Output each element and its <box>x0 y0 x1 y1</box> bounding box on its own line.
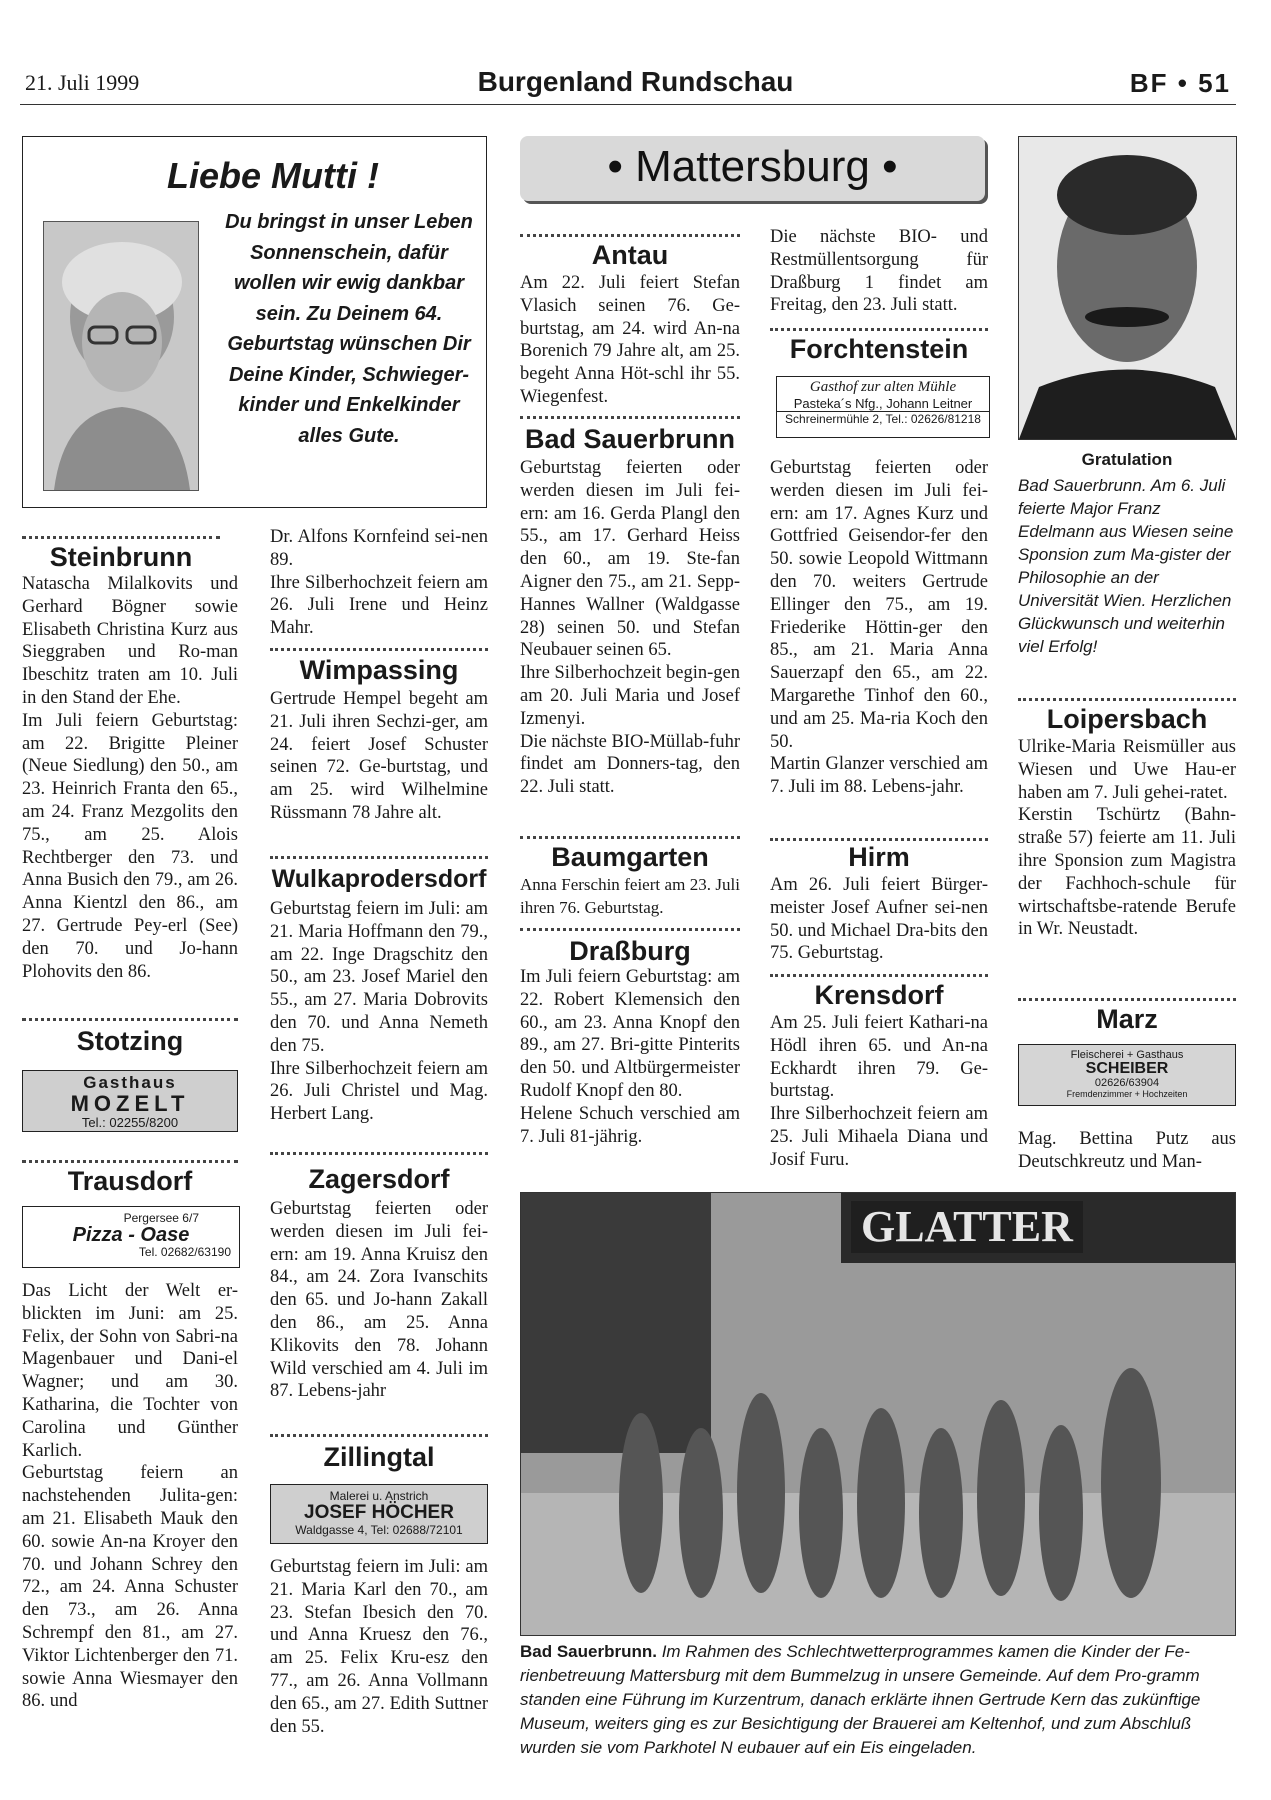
paragraph: Geburtstag feierten oder werden diesen im Juli fei-ern: am 16. Gerda Plangl den 55., am 17. Gerhard Heiss den 60., am 19. Ste-fan Aigner den 75., am 21. Sepp-Hannes Wallner (Waldgasse 28) seinen 50. und Stefan Neubauer seinen 65. <box>520 458 740 661</box>
article-loipersbach <box>1018 736 1236 941</box>
divider <box>22 1018 238 1021</box>
heading-loipersbach: Loipersbach <box>1046 704 1208 734</box>
article-gratulation: Bad Sauerbrunn. Am 6. Juli feierte Major Franz Edelmann aus Wiesen seine Sponsion zum Ma-gister der Philosophie an der Universität Wien. Herzlichen Glückwunsch und weiterhin viel Erfolg! <box>1018 476 1234 656</box>
paragraph: Das Licht der Welt er-blickten im Juni: am 25. Felix, der Sohn von Sabri-na Magenbauer und Dani-el Wagner; und am 30. Katharina, die Tochter von Carolina und Günther Karlich. <box>22 1281 238 1461</box>
greeting-text: Du bringst in unser Leben Sonnenschein, dafür wollen wir ewig dankbar sein. Zu Deinem 64. Geburtstag wünschen Dir Deine Kinder, Schwieger-kinder und Enkelkinder alles Gute. <box>225 211 473 447</box>
paragraph: Kerstin Tschürtz (Bahn-straße 57) feierte am 11. Juli ihre Sponsion zum Magistra der Fachhoch-schule für wirtschaftsbe-ratende Berufe in Wr. Neustadt. <box>1018 805 1236 940</box>
ad-line: Fleischerei + Gasthaus <box>1070 1049 1184 1061</box>
paragraph: Die nächste BIO- und Restmüllentsorgung für Draßburg 1 findet am Freitag, den 23. Juli statt. <box>770 227 988 316</box>
article-forchtenstein <box>770 457 988 799</box>
divider <box>770 328 988 331</box>
paragraph: Geburtstag feiern im Juli: am 21. Maria Karl den 70., am 23. Stefan Ibesich den 70. und Anna Kruesz den 76., am 25. Felix Kru-esz den 77., am 26. Anna Vollmann den 65., am 27. Edith Suttner den 55. <box>270 1557 488 1737</box>
divider <box>270 856 488 859</box>
paragraph: Im Juli feiern Geburtstag: am 22. Robert Klemensich den 60., am 23. Anna Knopf den 89., am 27. Bri-gitte Pinterits den 50. und Altbürgermeister Rudolf Knopf den 80. <box>520 967 740 1101</box>
paragraph: Am 22. Juli feiert Stefan Vlasich seinen 76. Ge-burtstag, am 24. wird An-na Borenich 79 Jahre alt, am 25. begeht Anna Höt-schl ihr 55. Wiegenfest. <box>520 273 740 407</box>
shop-sign: GLATTER <box>851 1201 1083 1253</box>
heading-stotzing: Stotzing <box>76 1026 184 1056</box>
ad-line: Gasthaus <box>83 1073 177 1092</box>
paragraph: Natascha Milalkovits und Gerhard Bögner sowie Elisabeth Christina Kurz aus Sieggraben und Ro-man Ibeschitz traten am 10. Juli in den Stand der Ehe. <box>22 574 238 708</box>
paragraph: Ihre Silberhochzeit feiern am 25. Juli Mihaela Diana und Josif Furu. <box>770 1104 988 1170</box>
paragraph: Martin Glanzer verschied am 7. Juli im 88. Lebens-jahr. <box>770 754 988 798</box>
divider <box>1018 698 1236 701</box>
ad-line: Tel. 02682/63190 <box>138 1245 231 1259</box>
ad-line: Fremdenzimmer + Hochzeiten <box>1066 1089 1188 1099</box>
ad-line: Tel.: 02255/8200 <box>81 1115 179 1130</box>
paragraph: Ihre Silberhochzeit feiern am 26. Juli Christel und Mag. Herbert Lang. <box>270 1058 488 1125</box>
heading-bad-sauerbrunn: Bad Sauerbrunn <box>524 424 736 454</box>
ad-fleischerei-scheiber <box>1018 1044 1236 1106</box>
graduate-photo <box>1018 136 1237 440</box>
photo-caption <box>520 1640 1236 1760</box>
article-trausdorf <box>22 1280 238 1713</box>
divider <box>520 928 740 931</box>
paragraph: Mag. Bettina Putz aus Deutschkreutz und Man- <box>1018 1129 1236 1172</box>
paragraph: Die nächste BIO-Müllab-fuhr findet am Donners-tag, den 22. Juli statt. <box>520 731 740 798</box>
divider <box>520 836 740 839</box>
caption-lead: Bad Sauerbrunn. <box>520 1642 657 1661</box>
paragraph: Dr. Alfons Kornfeind sei-nen 89. <box>270 527 488 570</box>
divider <box>22 1160 238 1163</box>
divider <box>520 234 740 237</box>
article-drassburg <box>520 966 740 1148</box>
newspaper-title: Burgenland Rundschau <box>477 66 794 97</box>
ad-gasthaus-mozelt <box>22 1070 238 1132</box>
greeting-title: Liebe Mutti ! <box>167 155 379 196</box>
ad-line: Pasteka´s Nfg., Johann Leitner <box>793 396 973 411</box>
paragraph: Am 26. Juli feiert Bürger-meister Josef Aufner sei-nen 50. und Michael Dra-bits den 75. Geburtstag. <box>770 875 988 964</box>
heading-hirm: Hirm <box>848 842 910 872</box>
ad-line: 02626/63904 <box>1094 1077 1160 1089</box>
paragraph: Helene Schuch verschied am 7. Juli 81-jährig. <box>520 1103 740 1147</box>
heading-wimpassing: Wimpassing <box>299 655 459 685</box>
paragraph: Anna Ferschin feiert am 23. Juli ihren 76. Geburtstag. <box>520 875 740 917</box>
paragraph: Ulrike-Maria Reismüller aus Wiesen und Uwe Hau-er haben am 7. Juli gehei-ratet. <box>1018 737 1236 803</box>
paragraph: Gertrude Hempel begeht am 21. Juli ihren Sechzi-ger, am 24. feiert Josef Schuster seinen 72. Ge-burtstag, und am 25. wird Wilhelmine Rüssmann 78 Jahre alt. <box>270 689 488 823</box>
divider <box>270 1152 488 1155</box>
article-wulkaprodersdorf <box>270 898 488 1126</box>
divider <box>770 974 988 977</box>
ad-line: Waldgasse 4, Tel: 02688/72101 <box>295 1523 463 1537</box>
ad-line: SCHEIBER <box>1085 1060 1169 1077</box>
issue-date: 21. Juli 1999 <box>25 70 140 95</box>
divider <box>22 536 220 539</box>
heading-drassburg: Draßburg <box>569 936 691 966</box>
heading-wulkaprodersdorf: Wulkaprodersdorf <box>271 865 487 893</box>
paragraph: Im Juli feiern Geburtstag: am 22. Brigitte Pleiner (Neue Siedlung) den 50., am 23. Heinrich Franta den 65., am 24. Franz Mezgolits den 75., am 25. Alois Rechtberger den 73. und Anna Busich den 79., am 26. Anna Kientzl den 86., am 27. Gertrude Pey-erl (See) den 70. und Jo-hann Plohovits den 86. <box>22 710 238 982</box>
ad-pizza-oase <box>22 1206 240 1268</box>
ad-line: Pizza - Oase <box>72 1224 190 1246</box>
article-steinbrunn <box>22 573 238 983</box>
group-photo-children <box>520 1192 1236 1636</box>
ad-line: Schreinermühle 2, Tel.: 02626/81218 <box>777 411 989 426</box>
header-rule <box>20 104 1236 105</box>
paragraph: Geburtstag feiern im Juli: am 21. Maria Hoffmann den 79., am 22. Inge Dragschitz den 50., am 23. Josef Mariel den 55., am 27. Maria Dobrovits den 70. und Anna Nemeth den 75. <box>270 899 488 1056</box>
article-zagersdorf <box>270 1198 488 1403</box>
section-banner: • Mattersburg • <box>520 136 985 201</box>
article-hirm <box>770 874 988 965</box>
paragraph: Ihre Silberhochzeit feiern am 26. Juli Irene und Heinz Mahr. <box>270 572 488 639</box>
ad-line: Malerei u. Anstrich <box>329 1489 429 1503</box>
heading-gratulation: Gratulation <box>1081 450 1173 469</box>
paragraph: Geburtstag feierten oder werden diesen im Juli fei-ern: am 19. Anna Kruisz den 84., am 24. Zora Ivanschits den 65. und Jo-hann Zakall den 86., am 25. Anna Klikovits den 78. Johann Wild verschied am 4. Juli im 87. Lebens-jahr <box>270 1199 488 1402</box>
ad-line: Pergersee 6/7 <box>123 1211 199 1225</box>
ad-gasthof-alte-muehle <box>776 376 990 438</box>
ad-josef-hoecher <box>270 1484 488 1544</box>
ad-line: Gasthof zur alten Mühle <box>809 379 957 395</box>
heading-krensdorf: Krensdorf <box>814 980 944 1010</box>
greeting-ad-box <box>22 136 487 508</box>
article-col4-top <box>770 226 988 317</box>
article-wimpassing <box>270 688 488 825</box>
heading-zagersdorf: Zagersdorf <box>308 1164 450 1194</box>
article-krensdorf <box>770 1012 988 1172</box>
heading-antau: Antau <box>591 240 669 270</box>
ad-line: JOSEF HÖCHER <box>304 1502 454 1523</box>
article-antau <box>520 272 740 409</box>
ad-line: MOZELT <box>70 1091 190 1116</box>
paragraph: Geburtstag feierten oder werden diesen im Juli fei-ern: am 17. Agnes Kurz und Gottfried Geisendor-fer den 50. sowie Leopold Wittmann den 70. weiters Gertrude Ellinger den 75., am 19. Friederike Höttin-ger den 85., am 21. Maria Anna Sauerzapf den 65., am 22. Margarethe Tinhof den 60., und am 25. Ma-ria Koch den 50. <box>770 458 988 752</box>
heading-trausdorf: Trausdorf <box>67 1166 193 1196</box>
article-zillingtal <box>270 1556 488 1738</box>
article-baumgarten <box>520 874 740 920</box>
divider <box>270 648 488 651</box>
divider <box>520 416 740 419</box>
page-number: BF • 51 <box>1129 68 1231 98</box>
heading-steinbrunn: Steinbrunn <box>49 542 193 572</box>
heading-baumgarten: Baumgarten <box>551 842 709 872</box>
paragraph: Geburtstag feiern an nachstehenden Julita-gen: am 21. Elisabeth Mauk den 60. sowie An-na Kroyer den 70. und Johann Schrey den 72., am 24. Anna Schuster den 73., am 26. Anna Schrempf den 81., am 27. Viktor Lichtenberger den 71. sowie Anna Wiesmayer den 86. und <box>22 1463 238 1712</box>
divider <box>270 1434 488 1437</box>
caption-text: Im Rahmen des Schlechtwetterprogrammes kamen die Kinder der Fe-rienbetreuung Mattersburg mit dem Bummelzug in unsere Gemeinde. Auf dem Pro-gramm standen eine Führung im Kurzentrum, danach erklärte ihnen Gertrude Kern das zukünftige Museum, weiters ging es zur Besichtigung der Brauerei am Keltenhof, und zum Abschluß wurden sie vom Parkhotel N eubauer auf ein Eis eingeladen. <box>520 1642 1201 1757</box>
heading-zillingtal: Zillingtal <box>323 1442 435 1472</box>
heading-marz: Marz <box>1096 1004 1158 1034</box>
divider <box>1018 998 1236 1001</box>
article-bad-sauerbrunn <box>520 457 740 799</box>
article-marz <box>1018 1128 1236 1174</box>
paragraph: Am 25. Juli feiert Kathari-na Hödl ihren 65. und An-na Eckhardt ihren 79. Ge-burtstag. <box>770 1013 988 1102</box>
mother-photo <box>43 221 199 491</box>
article-col2-top <box>270 526 488 640</box>
paragraph: Ihre Silberhochzeit begin-gen am 20. Juli Maria und Josef Izmenyi. <box>520 663 740 729</box>
heading-forchtenstein: Forchtenstein <box>789 334 969 364</box>
